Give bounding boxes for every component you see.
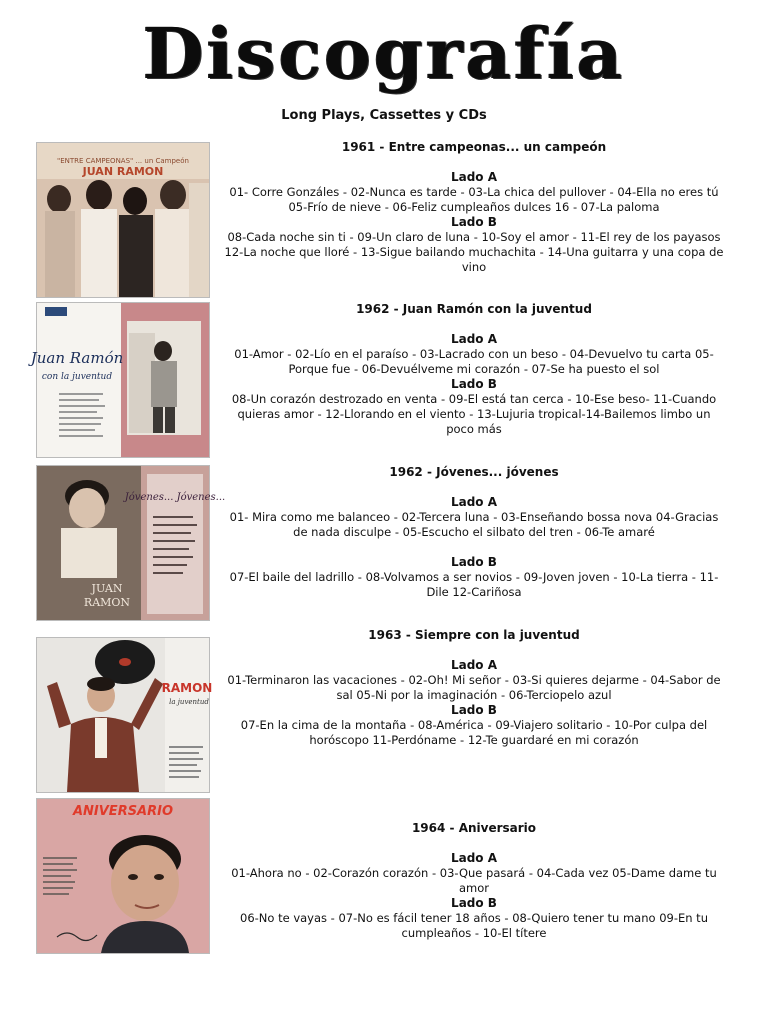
- album-info: [222, 821, 726, 941]
- side-a-tracks: 01- Corre Gonzáles - 02-Nunca es tarde - 03-La chica del pullover - 04-Ella no eres tú 05-Frío de nieve - 06-Feliz cumpleaños dulces 16 - 07-La paloma: [229, 185, 719, 214]
- album-cover-1964: [36, 798, 210, 954]
- cover-top-text: ANIVERSARIO: [72, 804, 174, 819]
- side-a-label: Lado A: [450, 170, 498, 184]
- album-title: 1963 - Siempre con la juventud: [368, 628, 580, 642]
- side-b-label: Lado B: [451, 215, 497, 229]
- side-a-label: Lado A: [450, 851, 498, 865]
- album-cover-art: [37, 143, 209, 297]
- cover-artist-line2: RAMON: [83, 596, 131, 609]
- side-b-tracks: 08-Cada noche sin ti - 09-Un claro de luna - 10-Soy el amor - 11-El rey de los payasos 12-La noche que lloré - 13-Sigue bailando muchachita - 14-Una guitarra y una copa de vino: [224, 230, 724, 274]
- album-title: 1961 - Entre campeonas... un campeón: [341, 140, 607, 154]
- side-b-tracks: 06-No te vayas - 07-No es fácil tener 18 años - 08-Quiero tener tu mano 09-En tu cumpleaños - 10-El títere: [240, 911, 708, 940]
- album-cover-1962-jovenes: [36, 465, 226, 621]
- side-b-tracks: 08-Un corazón destrozado en venta - 09-El está tan cerca - 10-Ese beso- 11-Cuando quieras amor - 12-Llorando en el viento - 13-Lujuria tropical-14-Bailemos limbo un poco más: [231, 392, 717, 436]
- album-cover-1963: [36, 637, 213, 793]
- page-title: Discografía: [142, 12, 626, 95]
- side-b-tracks: 07-El baile del ladrillo - 08-Volvamos a ser novios - 09-Joven joven - 10-La tierra - 11-Dile 12-Cariñosa: [229, 570, 719, 599]
- cover-artist: JUAN RAMON: [82, 165, 164, 178]
- album-cover-1962-juventud: [30, 302, 210, 458]
- album-info: [222, 140, 726, 275]
- cover-top-text: "ENTRE CAMPEONAS" ... un Campeón: [57, 157, 189, 165]
- album-title: 1964 - Aniversario: [411, 821, 537, 835]
- cover-subtitle: la juventud: [169, 698, 209, 706]
- cover-top-text: Jóvenes... Jóvenes...: [124, 492, 226, 503]
- side-b-label: Lado B: [451, 377, 497, 391]
- side-a-tracks: 01-Terminaron las vacaciones - 02-Oh! Mi señor - 03-Si quieres dejarme - 04-Sabor de sal 05-Ni por la imaginación - 06-Terciopelo azul: [227, 673, 721, 702]
- side-a-tracks: 01-Ahora no - 02-Corazón corazón - 03-Que pasará - 04-Cada vez 05-Dame dame tu amor: [231, 866, 717, 895]
- album-title: 1962 - Jóvenes... jóvenes: [389, 465, 559, 479]
- side-b-label: Lado B: [451, 703, 497, 717]
- side-b-label: Lado B: [451, 896, 497, 910]
- side-a-label: Lado A: [450, 495, 498, 509]
- album-cover-1961: [36, 142, 210, 298]
- cover-artist: Juan Ramón: [30, 349, 124, 367]
- page-subtitle: Long Plays, Cassettes y CDs: [281, 108, 487, 123]
- album-info: [222, 465, 726, 600]
- cover-artist: RAMON: [161, 681, 213, 695]
- album-info: [222, 628, 726, 748]
- side-a-label: Lado A: [450, 658, 498, 672]
- side-a-label: Lado A: [450, 332, 498, 346]
- album-cover-art: [37, 799, 209, 953]
- album-cover-art: [37, 638, 213, 792]
- side-b-tracks: 07-En la cima de la montaña - 08-América - 09-Viajero solitario - 10-Por culpa del horóscopo 11-Perdóname - 12-Te guardaré en mi corazón: [240, 718, 708, 747]
- side-a-tracks: 01-Amor - 02-Lío en el paraíso - 03-Lacrado con un beso - 04-Devuelvo tu carta 05-Porque fue - 06-Devuélveme mi corazón - 07-Se ha puesto el sol: [234, 347, 714, 376]
- album-title: 1962 - Juan Ramón con la juventud: [356, 302, 592, 316]
- album-cover-art: [30, 303, 209, 457]
- cover-subtitle: con la juventud: [41, 372, 113, 382]
- album-info: [222, 302, 726, 437]
- side-a-tracks: 01- Mira como me balanceo - 02-Tercera luna - 03-Enseñando bossa nova 04-Gracias de nada disculpe - 05-Escucho el silbato del tren - 06-Te amaré: [229, 510, 719, 539]
- cover-artist-line1: JUAN: [91, 582, 123, 595]
- side-b-label: Lado B: [451, 555, 497, 569]
- album-cover-art: [37, 466, 226, 620]
